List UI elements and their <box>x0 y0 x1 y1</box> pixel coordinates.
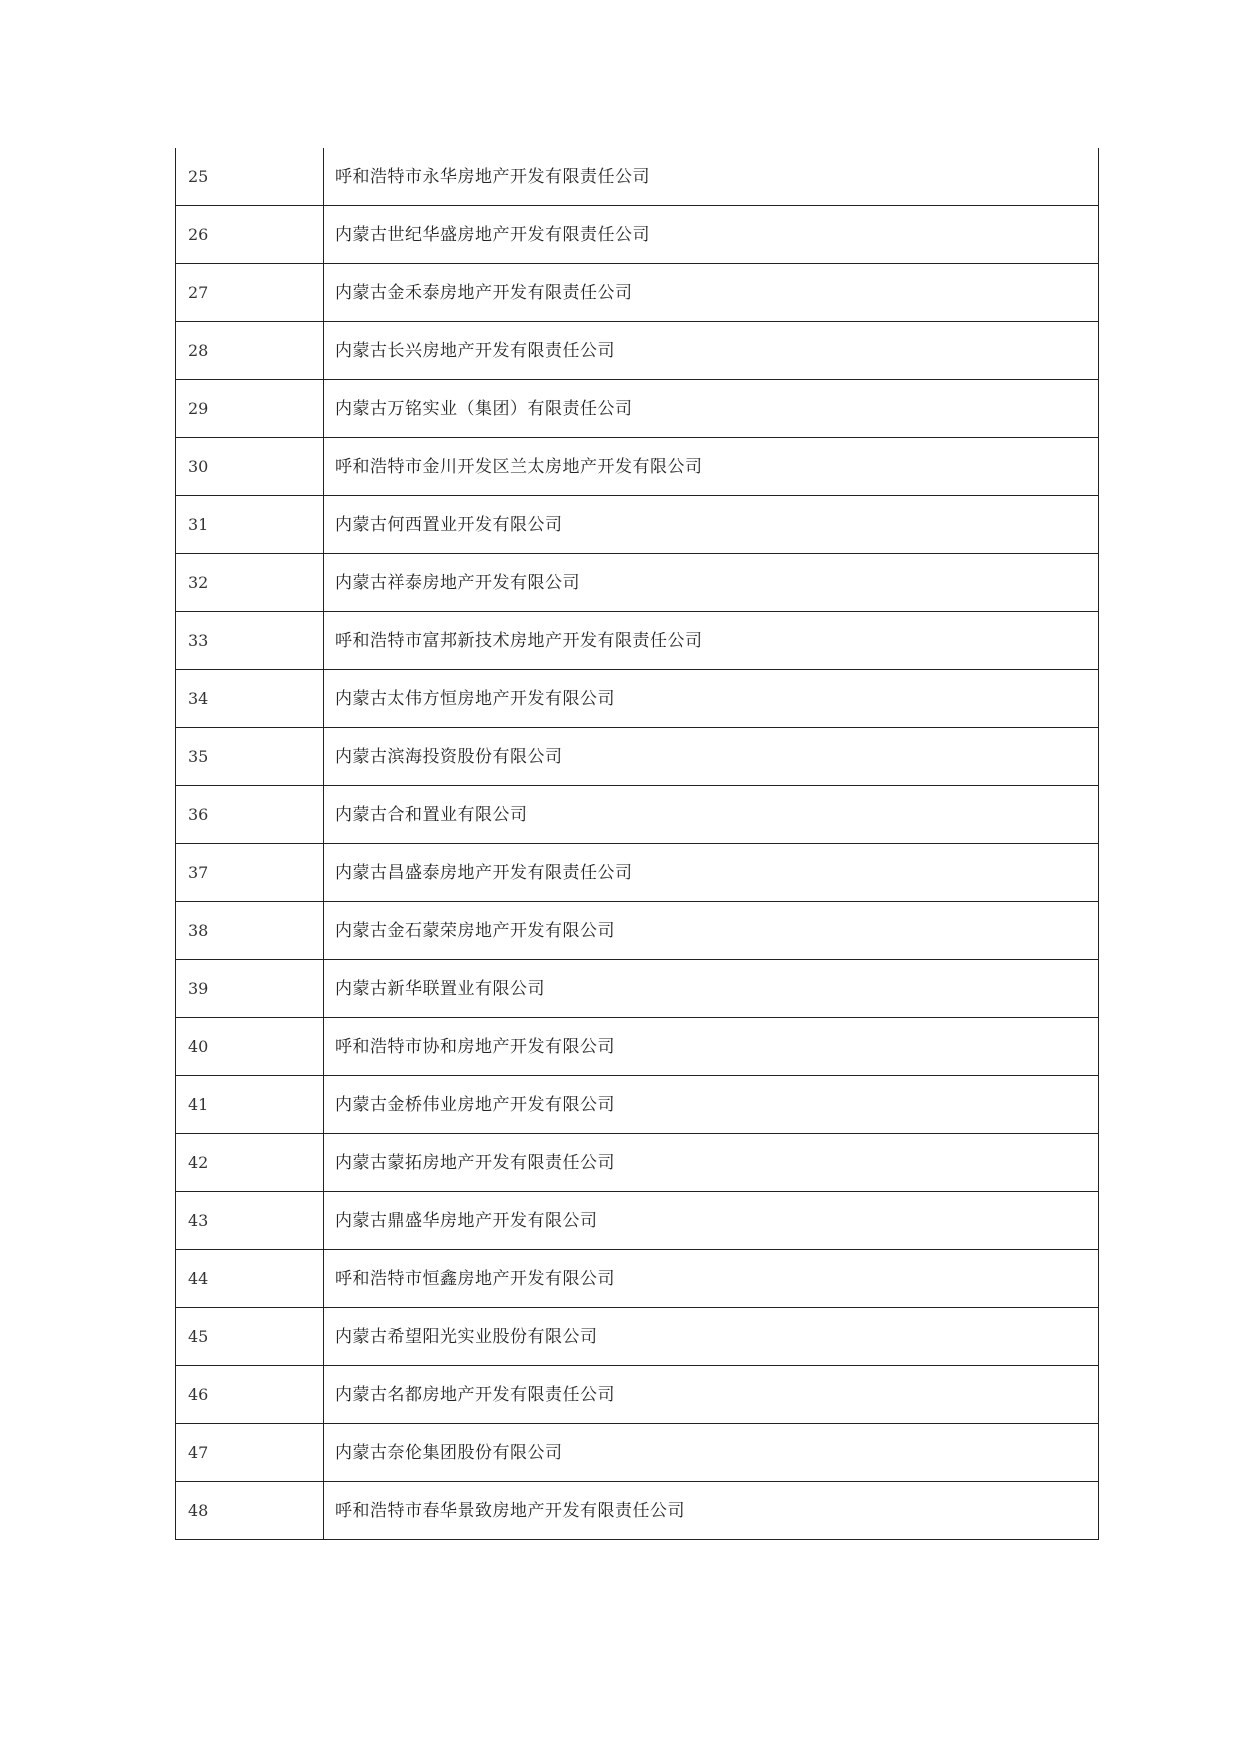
company-name-cell: 呼和浩特市永华房地产开发有限责任公司 <box>324 148 1099 206</box>
company-name-cell: 内蒙古金桥伟业房地产开发有限公司 <box>324 1076 1099 1134</box>
table-row <box>176 148 1099 206</box>
table-row <box>176 1192 1099 1250</box>
table-row <box>176 844 1099 902</box>
row-number-cell: 42 <box>176 1134 324 1192</box>
table-row <box>176 670 1099 728</box>
row-number-cell: 43 <box>176 1192 324 1250</box>
row-number-cell: 36 <box>176 786 324 844</box>
table-row <box>176 960 1099 1018</box>
table-row <box>176 1250 1099 1308</box>
company-table-wrapper <box>175 148 1099 1540</box>
table-row <box>176 264 1099 322</box>
row-number-cell: 34 <box>176 670 324 728</box>
row-number-cell: 44 <box>176 1250 324 1308</box>
company-name-cell: 内蒙古金石蒙荣房地产开发有限公司 <box>324 902 1099 960</box>
company-name-cell: 内蒙古鼎盛华房地产开发有限公司 <box>324 1192 1099 1250</box>
table-row <box>176 612 1099 670</box>
company-name-cell: 内蒙古祥泰房地产开发有限公司 <box>324 554 1099 612</box>
row-number-cell: 32 <box>176 554 324 612</box>
row-number-cell: 37 <box>176 844 324 902</box>
table-row <box>176 496 1099 554</box>
table-row <box>176 438 1099 496</box>
row-number-cell: 25 <box>176 148 324 206</box>
table-row <box>176 380 1099 438</box>
row-number-cell: 48 <box>176 1482 324 1540</box>
table-row <box>176 322 1099 380</box>
row-number-cell: 31 <box>176 496 324 554</box>
company-name-cell: 呼和浩特市富邦新技术房地产开发有限责任公司 <box>324 612 1099 670</box>
company-name-cell: 内蒙古万铭实业（集团）有限责任公司 <box>324 380 1099 438</box>
table-row <box>176 902 1099 960</box>
company-table <box>175 148 1099 1540</box>
row-number-cell: 29 <box>176 380 324 438</box>
row-number-cell: 26 <box>176 206 324 264</box>
company-name-cell: 内蒙古长兴房地产开发有限责任公司 <box>324 322 1099 380</box>
company-name-cell: 内蒙古新华联置业有限公司 <box>324 960 1099 1018</box>
table-row <box>176 554 1099 612</box>
row-number-cell: 47 <box>176 1424 324 1482</box>
table-row <box>176 1424 1099 1482</box>
row-number-cell: 30 <box>176 438 324 496</box>
row-number-cell: 41 <box>176 1076 324 1134</box>
company-name-cell: 内蒙古世纪华盛房地产开发有限责任公司 <box>324 206 1099 264</box>
table-row <box>176 728 1099 786</box>
row-number-cell: 45 <box>176 1308 324 1366</box>
company-name-cell: 内蒙古合和置业有限公司 <box>324 786 1099 844</box>
company-table-body <box>176 148 1099 1540</box>
company-name-cell: 内蒙古希望阳光实业股份有限公司 <box>324 1308 1099 1366</box>
row-number-cell: 27 <box>176 264 324 322</box>
table-row <box>176 1076 1099 1134</box>
company-name-cell: 内蒙古昌盛泰房地产开发有限责任公司 <box>324 844 1099 902</box>
company-name-cell: 呼和浩特市协和房地产开发有限公司 <box>324 1018 1099 1076</box>
company-name-cell: 呼和浩特市恒鑫房地产开发有限公司 <box>324 1250 1099 1308</box>
row-number-cell: 46 <box>176 1366 324 1424</box>
company-name-cell: 内蒙古名都房地产开发有限责任公司 <box>324 1366 1099 1424</box>
company-name-cell: 内蒙古金禾泰房地产开发有限责任公司 <box>324 264 1099 322</box>
company-name-cell: 内蒙古滨海投资股份有限公司 <box>324 728 1099 786</box>
company-name-cell: 内蒙古何西置业开发有限公司 <box>324 496 1099 554</box>
table-row <box>176 1366 1099 1424</box>
company-name-cell: 内蒙古蒙拓房地产开发有限责任公司 <box>324 1134 1099 1192</box>
row-number-cell: 33 <box>176 612 324 670</box>
table-row <box>176 206 1099 264</box>
table-row <box>176 1308 1099 1366</box>
company-name-cell: 内蒙古太伟方恒房地产开发有限公司 <box>324 670 1099 728</box>
row-number-cell: 40 <box>176 1018 324 1076</box>
company-name-cell: 内蒙古奈伦集团股份有限公司 <box>324 1424 1099 1482</box>
table-row <box>176 786 1099 844</box>
row-number-cell: 39 <box>176 960 324 1018</box>
company-name-cell: 呼和浩特市春华景致房地产开发有限责任公司 <box>324 1482 1099 1540</box>
row-number-cell: 28 <box>176 322 324 380</box>
table-row <box>176 1482 1099 1540</box>
row-number-cell: 35 <box>176 728 324 786</box>
company-name-cell: 呼和浩特市金川开发区兰太房地产开发有限公司 <box>324 438 1099 496</box>
table-row <box>176 1134 1099 1192</box>
row-number-cell: 38 <box>176 902 324 960</box>
table-row <box>176 1018 1099 1076</box>
